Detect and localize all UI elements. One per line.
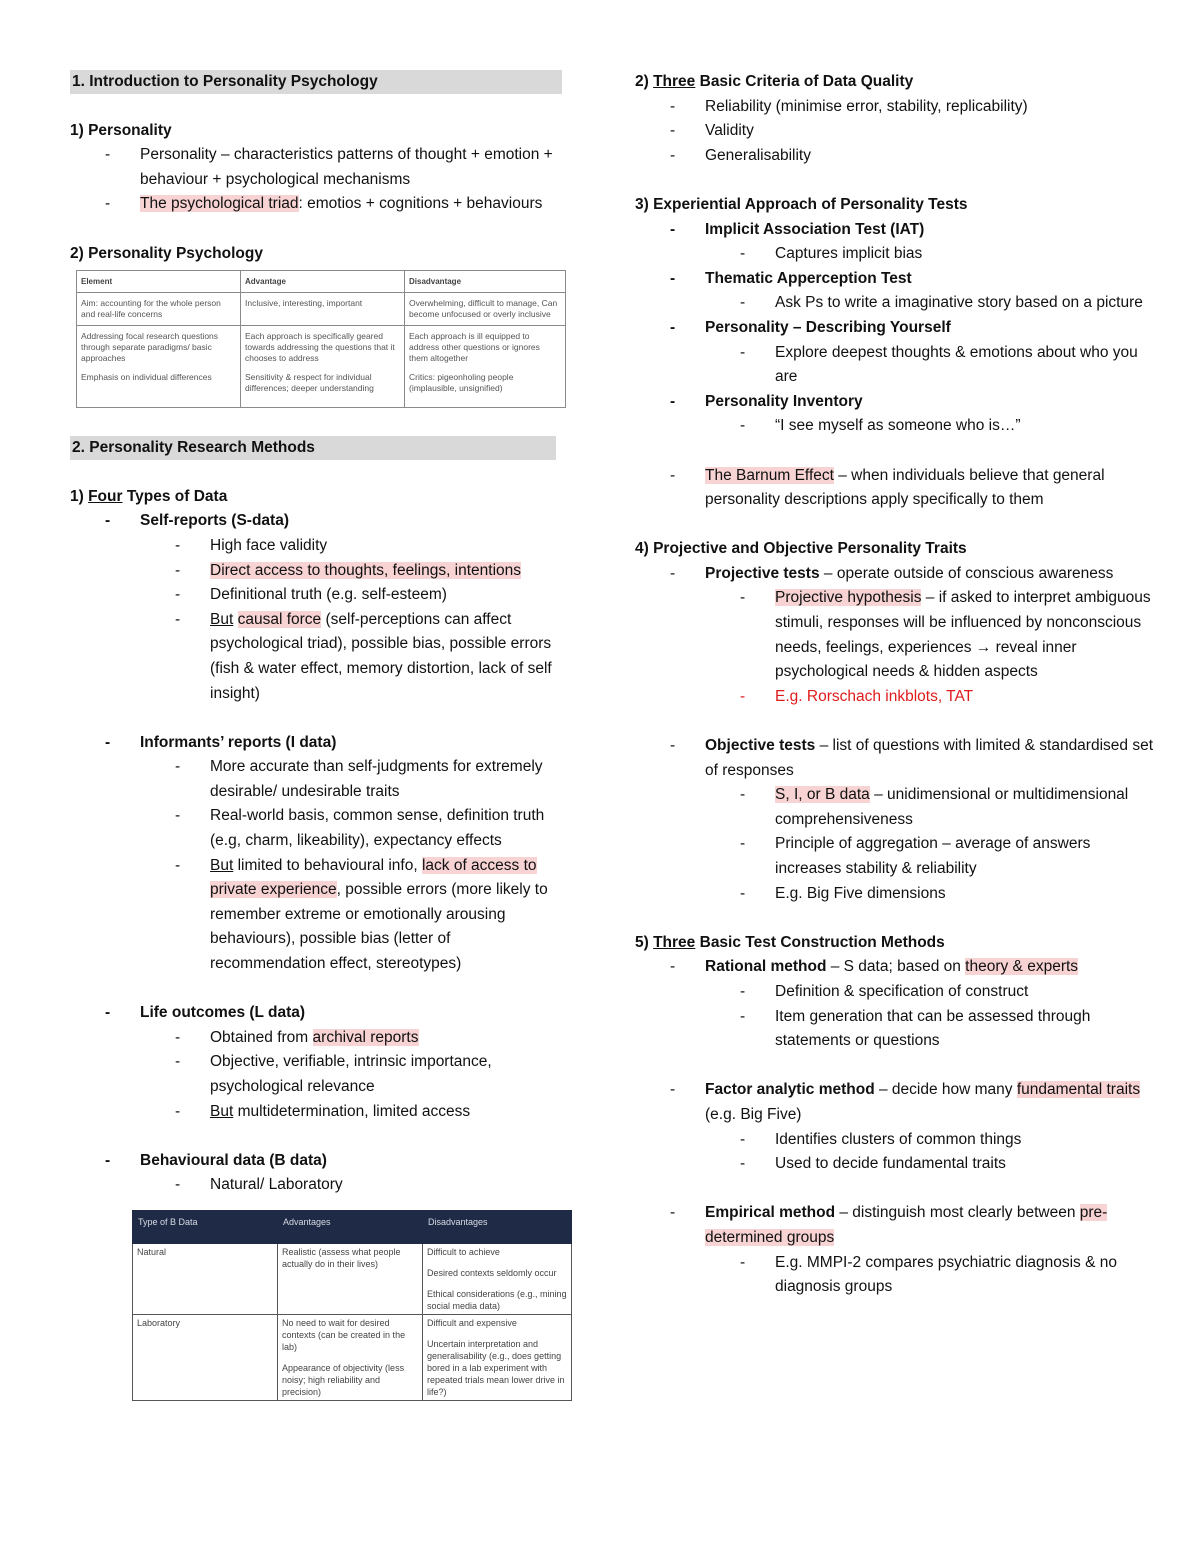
list-item: - Factor analytic method – decide how many fundamental traits (e.g. Big Five) — [635, 1078, 1155, 1127]
list-item: - Explore deepest thoughts & emotions about who you are — [635, 341, 1155, 390]
heading-criteria: 2) Three Basic Criteria of Data Quality — [635, 73, 914, 90]
table-row — [133, 1314, 572, 1400]
heading-personality: 1) Personality — [70, 121, 172, 139]
table-header: Type of B Data — [133, 1210, 278, 1243]
table-cell: No need to wait for desired contexts (can be created in the lab) Appearance of objectivity (less noisy; high reliability and precision) — [278, 1314, 423, 1400]
list-item: - “I see myself as someone who is…” — [635, 414, 1155, 439]
table-cell: Realistic (assess what people actually do in their lives) — [278, 1243, 423, 1314]
list-item: - Thematic Apperception Test — [635, 267, 1155, 292]
list-item: - Rational method – S data; based on theory & experts — [635, 955, 1155, 980]
list-item: - Personality – characteristics patterns of thought + emotion + behaviour + psychological mechanisms — [70, 143, 570, 192]
list-item: - Validity — [635, 119, 1155, 144]
section-title-methods: 2. Personality Research Methods — [70, 436, 556, 460]
list-item: - Used to decide fundamental traits — [635, 1152, 1155, 1177]
list-item: - But multidetermination, limited access — [70, 1100, 570, 1125]
table-cell: Inclusive, interesting, important — [241, 293, 405, 326]
list-item: - But causal force (self-perceptions can affect psychological triad), possible bias, possible errors (fish & water effect, memory distortion, lack of self insight) — [70, 608, 570, 706]
list-item: - S, I, or B data – unidimensional or multidimensional comprehensiveness — [635, 783, 1155, 832]
list-item: - Implicit Association Test (IAT) — [635, 218, 1155, 243]
list-item: - Principle of aggregation – average of answers increases stability & reliability — [635, 832, 1155, 881]
table-header-row — [133, 1210, 572, 1243]
list-item: - E.g. Rorschach inkblots, TAT — [635, 685, 1155, 710]
list-item: - Definitional truth (e.g. self-esteem) — [70, 583, 570, 608]
table-cell: Each approach is ill equipped to address other questions or ignores them altogether Critics: pigeonholing people (implausible, unsignified) — [405, 326, 566, 408]
right-column — [635, 70, 1155, 1300]
left-column — [70, 70, 570, 1401]
list-item: - Objective, verifiable, intrinsic importance, psychological relevance — [70, 1050, 570, 1099]
list-item: - Personality – Describing Yourself — [635, 316, 1155, 341]
table-cell: Each approach is specifically geared towards addressing the questions that it chooses to address Sensitivity & respect for individual differences; deeper understanding — [241, 326, 405, 408]
table-cell: Addressing focal research questions through separate paradigms/ basic approaches Emphasis on individual differences — [77, 326, 241, 408]
section-title-intro: 1. Introduction to Personality Psychology — [70, 70, 562, 94]
list-item: - Real-world basis, common sense, definition truth (e.g, charm, likeability), expectancy effects — [70, 804, 570, 853]
list-item: - More accurate than self-judgments for extremely desirable/ undesirable traits — [70, 755, 570, 804]
b-data-table — [132, 1210, 572, 1401]
list-item: - Empirical method – distinguish most clearly between pre-determined groups — [635, 1201, 1155, 1250]
table-cell: Difficult to achieve Desired contexts seldomly occur Ethical considerations (e.g., mining social media data) — [423, 1243, 572, 1314]
list-item-barnum: - The Barnum Effect – when individuals believe that general personality descriptions apply specifically to them — [635, 464, 1155, 513]
table-row — [77, 326, 566, 408]
list-item-s-data: - Self-reports (S-data) — [70, 509, 570, 534]
list-item-l-data: - Life outcomes (L data) — [70, 1001, 570, 1026]
table-header: Advantages — [278, 1210, 423, 1243]
list-item: - Ask Ps to write a imaginative story based on a picture — [635, 291, 1155, 316]
list-item: - Definition & specification of construct — [635, 980, 1155, 1005]
table-header: Advantage — [241, 271, 405, 293]
heading-experiential: 3) Experiential Approach of Personality Tests — [635, 195, 968, 213]
table-header-row — [77, 271, 566, 293]
table-cell: Natural — [133, 1243, 278, 1314]
list-item-i-data: - Informants’ reports (I data) — [70, 731, 570, 756]
list-item: - E.g. Big Five dimensions — [635, 882, 1155, 907]
list-item: - Generalisability — [635, 144, 1155, 169]
table-cell: Difficult and expensive Uncertain interpretation and generalisability (e.g., does getting bored in a lab experiment with repeated trials mean lower drive in life?) — [423, 1314, 572, 1400]
list-item: - Identifies clusters of common things — [635, 1128, 1155, 1153]
heading-four-types: 1) Four Types of Data — [70, 487, 228, 505]
heading-projective: 4) Projective and Objective Personality Traits — [635, 540, 967, 558]
list-item: - Obtained from archival reports — [70, 1026, 570, 1051]
table-row — [133, 1243, 572, 1314]
list-item-b-data: - Behavioural data (B data) — [70, 1149, 570, 1174]
table-row — [77, 293, 566, 326]
list-item: - Personality Inventory — [635, 390, 1155, 415]
table-cell: Aim: accounting for the whole person and real-life concerns — [77, 293, 241, 326]
heading-construction: 5) Three Basic Test Construction Methods — [635, 933, 945, 951]
list-item: - The psychological triad: emotios + cognitions + behaviours — [70, 192, 570, 217]
table-cell: Laboratory — [133, 1314, 278, 1400]
heading-personality-psychology: 2) Personality Psychology — [70, 244, 263, 262]
list-item: - High face validity — [70, 534, 570, 559]
list-item: - But limited to behavioural info, lack of access to private experience, possible errors (more likely to remember extreme or emotionally arousing behaviours), possible bias (letter of recommendation effect, stereotypes) — [70, 854, 570, 977]
list-item: - Reliability (minimise error, stability, replicability) — [635, 95, 1155, 120]
table-header: Element — [77, 271, 241, 293]
list-item: - Captures implicit bias — [635, 242, 1155, 267]
list-item: - Item generation that can be assessed through statements or questions — [635, 1005, 1155, 1054]
table-header: Disadvantage — [405, 271, 566, 293]
list-item: - Direct access to thoughts, feelings, intentions — [70, 559, 570, 584]
table-cell: Overwhelming, difficult to manage, Can become unfocused or overly inclusive — [405, 293, 566, 326]
elements-table — [76, 270, 566, 408]
table-header: Disadvantages — [423, 1210, 572, 1243]
list-item: - Projective hypothesis – if asked to interpret ambiguous stimuli, responses will be influenced by nonconscious needs, feelings, experiences → reveal inner psychological needs & hidden aspects — [635, 586, 1155, 684]
list-item: - Projective tests – operate outside of conscious awareness — [635, 562, 1155, 587]
list-item: - E.g. MMPI-2 compares psychiatric diagnosis & no diagnosis groups — [635, 1251, 1155, 1300]
list-item: - Objective tests – list of questions with limited & standardised set of responses — [635, 734, 1155, 783]
list-item: - Natural/ Laboratory — [70, 1173, 570, 1198]
